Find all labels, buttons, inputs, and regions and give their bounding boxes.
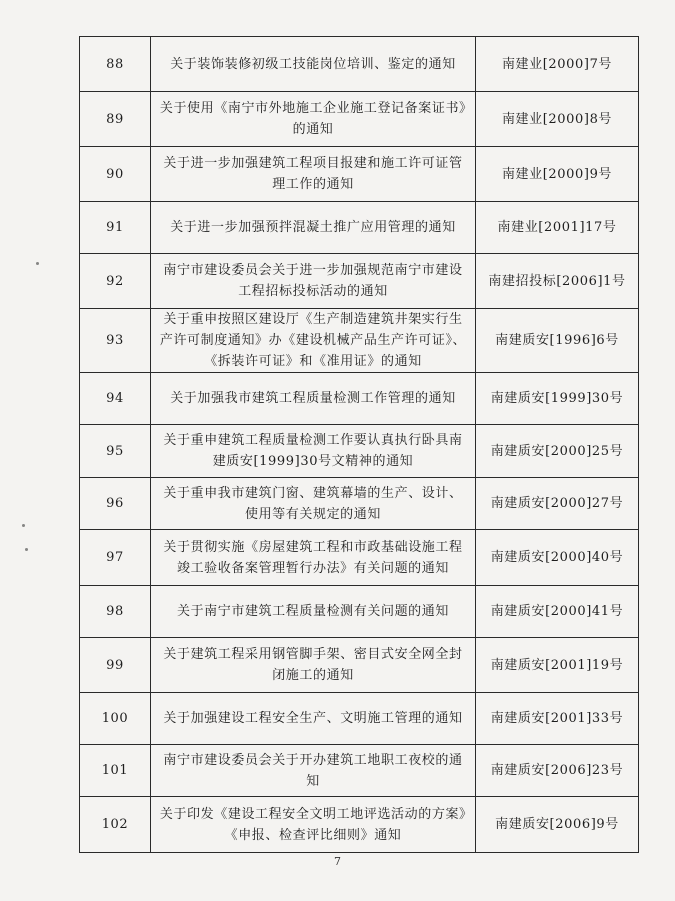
document-title: 南宁市建设委员会关于开办建筑工地职工夜校的通知 — [151, 745, 476, 797]
table-row — [80, 530, 639, 586]
document-number: 南建质安[1999]30号 — [476, 373, 639, 425]
document-title: 关于重申建筑工程质量检测工作要认真执行卧具南建质安[1999]30号文精神的通知 — [151, 425, 476, 478]
table-row — [80, 92, 639, 147]
document-number: 南建质安[2000]40号 — [476, 530, 639, 586]
document-title: 关于南宁市建筑工程质量检测有关问题的通知 — [151, 586, 476, 638]
row-number: 89 — [80, 92, 151, 147]
document-number: 南建质安[2000]27号 — [476, 478, 639, 530]
row-number: 91 — [80, 202, 151, 254]
row-number: 93 — [80, 309, 151, 373]
document-title: 关于印发《建设工程安全文明工地评选活动的方案》《申报、检查评比细则》通知 — [151, 797, 476, 853]
document-number: 南建质安[2001]19号 — [476, 638, 639, 693]
table-body — [80, 37, 639, 853]
row-number: 95 — [80, 425, 151, 478]
row-number: 97 — [80, 530, 151, 586]
scan-speck — [22, 524, 25, 527]
document-number: 南建质安[2001]33号 — [476, 693, 639, 745]
document-number: 南建质安[2000]41号 — [476, 586, 639, 638]
table-row — [80, 693, 639, 745]
document-number: 南建业[2000]7号 — [476, 37, 639, 92]
document-title: 关于使用《南宁市外地施工企业施工登记备案证书》的通知 — [151, 92, 476, 147]
page-number: 7 — [334, 855, 341, 868]
row-number: 96 — [80, 478, 151, 530]
table-row — [80, 147, 639, 202]
row-number: 94 — [80, 373, 151, 425]
document-number: 南建业[2000]9号 — [476, 147, 639, 202]
row-number: 90 — [80, 147, 151, 202]
row-number: 98 — [80, 586, 151, 638]
row-number: 101 — [80, 745, 151, 797]
document-number: 南建业[2001]17号 — [476, 202, 639, 254]
document-title: 关于建筑工程采用钢管脚手架、密目式安全网全封闭施工的通知 — [151, 638, 476, 693]
table-row — [80, 797, 639, 853]
row-number: 99 — [80, 638, 151, 693]
table-row — [80, 202, 639, 254]
regulation-table — [79, 36, 639, 853]
document-title: 关于加强建设工程安全生产、文明施工管理的通知 — [151, 693, 476, 745]
table-row — [80, 425, 639, 478]
document-number: 南建质安[2000]25号 — [476, 425, 639, 478]
row-number: 88 — [80, 37, 151, 92]
document-title: 关于进一步加强预拌混凝土推广应用管理的通知 — [151, 202, 476, 254]
document-title: 关于贯彻实施《房屋建筑工程和市政基础设施工程竣工验收备案管理暂行办法》有关问题的通知 — [151, 530, 476, 586]
table-row — [80, 373, 639, 425]
table-row — [80, 478, 639, 530]
table-row — [80, 37, 639, 92]
document-title: 关于加强我市建筑工程质量检测工作管理的通知 — [151, 373, 476, 425]
row-number: 92 — [80, 254, 151, 309]
document-title: 南宁市建设委员会关于进一步加强规范南宁市建设工程招标投标活动的通知 — [151, 254, 476, 309]
document-title: 关于重申我市建筑门窗、建筑幕墙的生产、设计、使用等有关规定的通知 — [151, 478, 476, 530]
document-number: 南建质安[2006]23号 — [476, 745, 639, 797]
document-title: 关于装饰装修初级工技能岗位培训、鉴定的通知 — [151, 37, 476, 92]
table-row — [80, 638, 639, 693]
document-number: 南建业[2000]8号 — [476, 92, 639, 147]
table-row — [80, 254, 639, 309]
table-row — [80, 586, 639, 638]
table-row — [80, 309, 639, 373]
document-title: 关于进一步加强建筑工程项目报建和施工许可证管理工作的通知 — [151, 147, 476, 202]
table-row — [80, 745, 639, 797]
document-number: 南建质安[1996]6号 — [476, 309, 639, 373]
scan-speck — [25, 548, 28, 551]
document-title: 关于重申按照区建设厅《生产制造建筑井架实行生产许可制度通知》办《建设机械产品生产许可证》、《拆装许可证》和《准用证》的通知 — [151, 309, 476, 373]
document-number: 南建质安[2006]9号 — [476, 797, 639, 853]
row-number: 100 — [80, 693, 151, 745]
row-number: 102 — [80, 797, 151, 853]
document-number: 南建招投标[2006]1号 — [476, 254, 639, 309]
scan-speck — [36, 262, 39, 265]
